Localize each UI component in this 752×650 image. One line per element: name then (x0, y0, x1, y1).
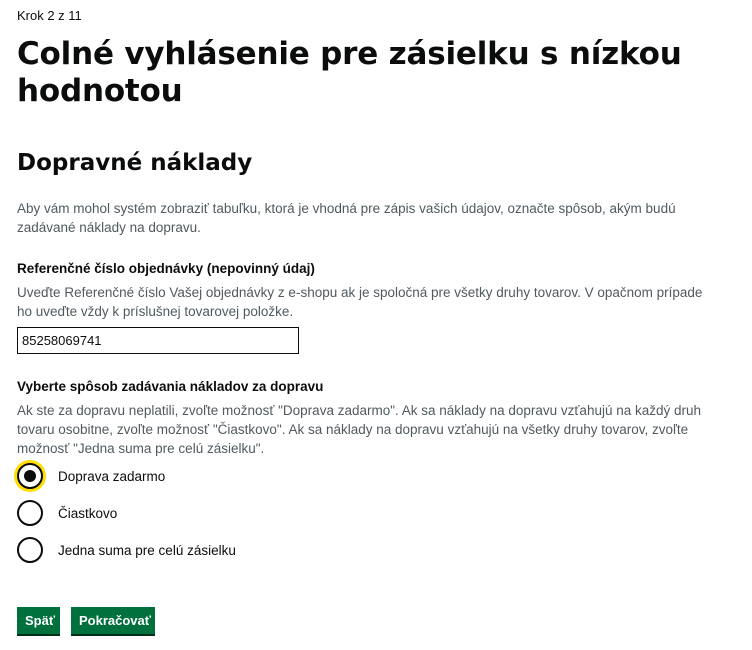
radio-free-shipping[interactable] (17, 462, 417, 494)
page-title: Colné vyhlásenie pre zásielku s nízkou hodnotou (17, 36, 682, 109)
radio-partial-label[interactable]: Čiastkovo (58, 506, 118, 521)
radio-free-shipping-label[interactable]: Doprava zadarmo (58, 469, 166, 484)
radio-selected-dot (24, 470, 36, 482)
reference-number-input[interactable]: 85258069741 (17, 327, 299, 354)
shipping-method-label: Vyberte spôsob zadávania nákladov za dopravu (17, 379, 324, 394)
reference-number-label: Referenčné číslo objednávky (nepovinný údaj) (17, 261, 315, 276)
radio-circle[interactable] (17, 537, 43, 563)
radio-single-sum-label[interactable]: Jedna suma pre celú zásielku (58, 543, 236, 558)
radio-circle[interactable] (17, 500, 43, 526)
section-intro: Aby vám mohol systém zobraziť tabuľku, ktorá je vhodná pre zápis vašich údajov, označte spôsob, akým budú zadávané náklady na dopravu. (17, 201, 676, 235)
radio-circle-selected[interactable] (17, 463, 43, 489)
continue-button[interactable]: Pokračovať (71, 607, 155, 634)
shipping-method-hint: Ak ste za dopravu neplatili, zvoľte možnosť "Doprava zadarmo". Ak sa náklady na dopravu vzťahujú na každý druh tovaru osobitne, zvoľte možnosť "Čiastkovo". Ak sa náklady na dopravu vzťahujú na všetky druhy tovarov, zvoľte možnosť "Jedna suma pre celú zásielku". (17, 403, 702, 456)
radio-partial[interactable] (17, 499, 417, 531)
reference-number-hint: Uveďte Referenčné číslo Vašej objednávky z e-shopu ak je spoločná pre všetky druhy tovarov. V opačnom prípade ho uveďte vždy k príslušnej tovarovej položke. (17, 285, 703, 319)
radio-single-sum[interactable] (17, 536, 417, 568)
step-indicator: Krok 2 z 11 (17, 8, 82, 23)
back-button[interactable]: Späť (17, 607, 60, 634)
section-heading: Dopravné náklady (17, 150, 253, 176)
